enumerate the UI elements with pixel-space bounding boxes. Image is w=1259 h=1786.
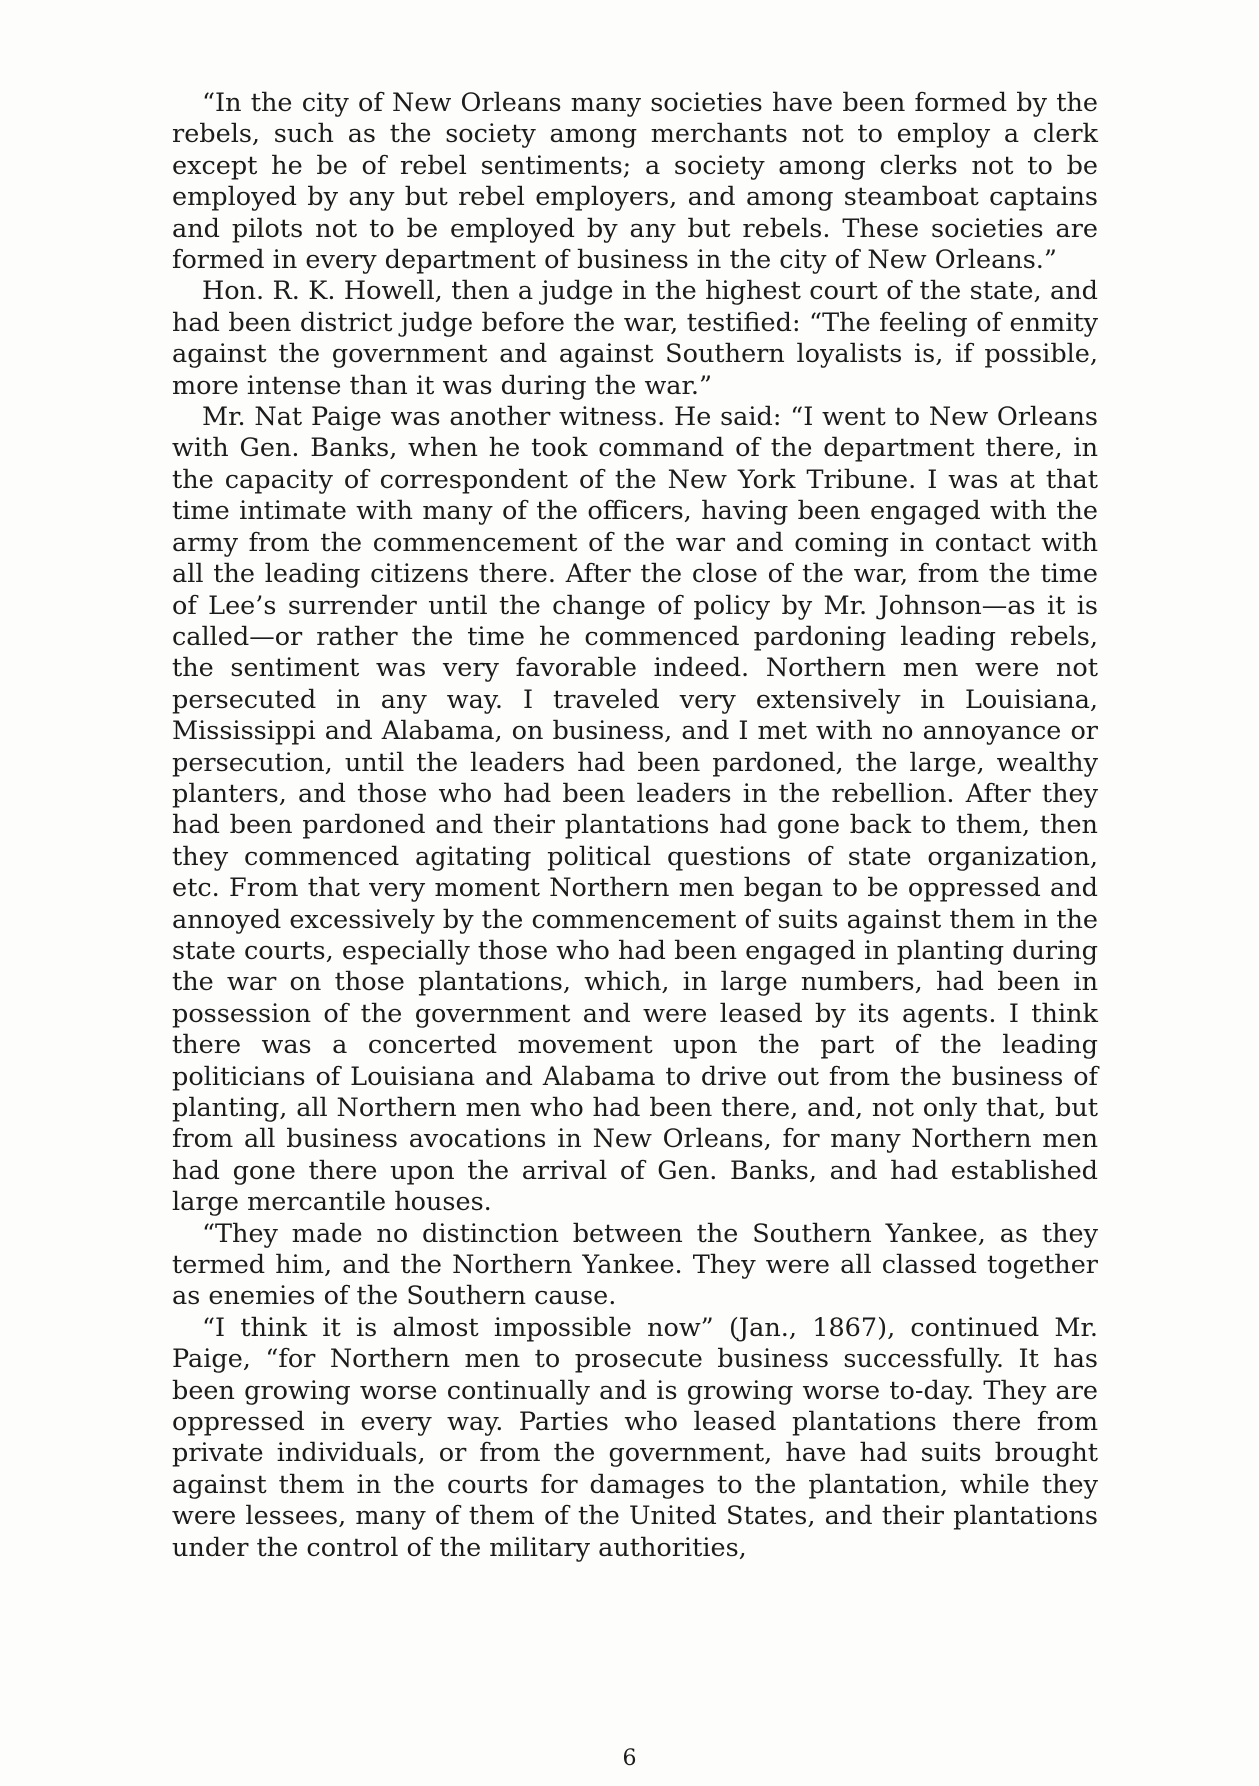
paragraph-paige-testimony: Mr. Nat Paige was another witness. He said: “I went to New Orleans with Gen. Banks, when he took command of the department there, in the capacity of correspondent of the New York Tribune. I was at that time intimate with many of the officers, having been engaged with the army from the commencement of the war and coming in contact with all the leading citizens there. After the close of the war, from the time of Lee’s surrender until the change of policy by Mr. Johnson—as it is called—or rather the time he commenced pardoning leading rebels, the sentiment was very favorable indeed. Northern men were not persecuted in any way. I traveled very extensively in Louisiana, Mississippi and Alabama, on business, and I met with no annoyance or persecution, until the leaders had been pardoned, the large, wealthy planters, and those who had been leaders in the rebellion. After they had been pardoned and their plantations had gone back to them, then they commenced agitating political questions of state organization, etc. From that very moment Northern men began to be oppressed and annoyed excessively by the commencement of suits against them in the state courts, especially those who had been engaged in planting during the war on those plantations, which, in large numbers, had been in possession of the government and were leased by its agents. I think there was a concerted movement upon the part of the leading politicians of Louisiana and Alabama to drive out from the business of planting, all Northern men who had been there, and, not only that, but from all business avocations in New Orleans, for many Northern men had gone there upon the arrival of Gen. Banks, and had established large mercantile houses. xyxy=(172,402,1098,1218)
paragraph-paige-continued: “I think it is almost impossible now” (Jan., 1867), continued Mr. Paige, “for Northern men to prosecute business successfully. It has been growing worse continually and is growing worse to-day. They are oppressed in every way. Parties who leased plantations there from private individuals, or from the government, have had suits brought against them in the courts for damages to the plantation, while they were lessees, many of them of the United States, and their plantations under the control of the military authorities, xyxy=(172,1312,1098,1563)
body-text xyxy=(172,88,1098,1564)
page-number: 6 xyxy=(622,1746,637,1771)
paragraph-yankee-distinction: “They made no distinction between the Southern Yankee, as they termed him, and the Northern Yankee. They were all classed together as enemies of the Southern cause. xyxy=(172,1218,1098,1312)
paragraph-societies: “In the city of New Orleans many societies have been formed by the rebels, such as the society among merchants not to employ a clerk except he be of rebel sentiments; a society among clerks not to be employed by any but rebel employers, and among steamboat captains and pilots not to be employed by any but rebels. These societies are formed in every department of business in the city of New Orleans.” xyxy=(172,88,1098,276)
paragraph-howell-testimony: Hon. R. K. Howell, then a judge in the highest court of the state, and had been district judge before the war, testified: “The feeling of enmity against the government and against Southern loyalists is, if possible, more intense than it was during the war.” xyxy=(172,276,1098,401)
